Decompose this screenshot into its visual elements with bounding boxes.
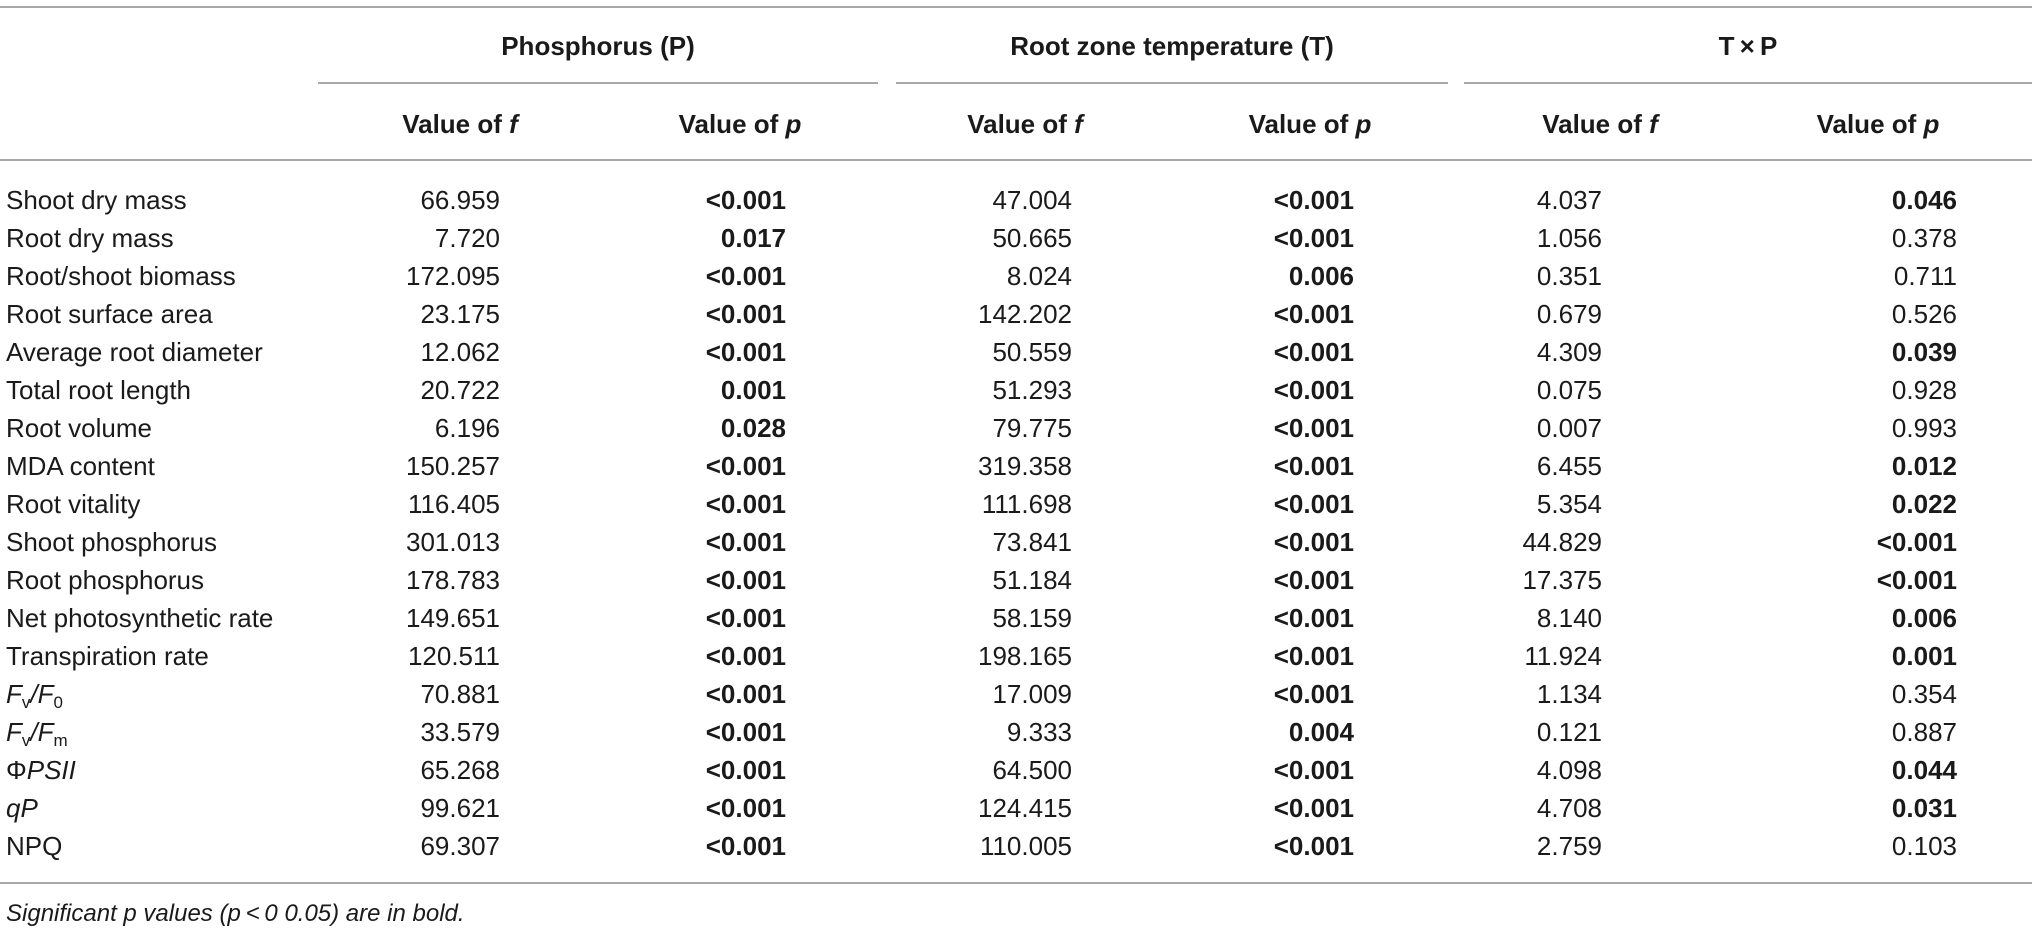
temperature-p-value: <0.001 bbox=[1273, 793, 1354, 823]
phosphorus-f-value: 178.783 bbox=[406, 565, 500, 595]
phosphorus-f-value: 150.257 bbox=[406, 451, 500, 481]
interaction-f-value: 4.098 bbox=[1536, 755, 1602, 785]
temperature-p-value: <0.001 bbox=[1273, 831, 1354, 861]
phosphorus-f-value: 6.196 bbox=[434, 413, 500, 443]
label-subscript: 0 bbox=[53, 693, 63, 712]
phosphorus-f-value: 301.013 bbox=[406, 527, 500, 557]
temperature-p-value: <0.001 bbox=[1273, 489, 1354, 519]
interaction-f-value: 0.351 bbox=[1536, 261, 1602, 291]
phosphorus-f-value: 70.881 bbox=[420, 679, 500, 709]
temperature-p-value: <0.001 bbox=[1273, 451, 1354, 481]
interaction-f-value: 4.037 bbox=[1536, 185, 1602, 215]
label-part: F bbox=[37, 679, 54, 709]
group-rule-temperature bbox=[896, 82, 1448, 84]
phosphorus-f-value: 120.511 bbox=[407, 641, 500, 671]
row-label: Root vitality bbox=[6, 489, 141, 519]
row-label: Transpiration rate bbox=[6, 641, 209, 671]
interaction-f-value: 17.375 bbox=[1522, 565, 1602, 595]
phosphorus-p-value: <0.001 bbox=[705, 451, 786, 481]
phosphorus-f-value: 20.722 bbox=[420, 375, 500, 405]
interaction-p-value: 0.711 bbox=[1893, 261, 1957, 291]
temperature-f-value: 17.009 bbox=[992, 679, 1072, 709]
interaction-f-value: 0.007 bbox=[1536, 413, 1602, 443]
interaction-f-value: 0.075 bbox=[1536, 375, 1602, 405]
group-rule-phosphorus bbox=[318, 82, 878, 84]
table-bottom-rule bbox=[0, 882, 2032, 884]
interaction-f-value: 8.140 bbox=[1536, 603, 1602, 633]
table-top-rule bbox=[0, 6, 2032, 8]
header-rule bbox=[0, 159, 2032, 161]
phosphorus-f-value: 12.062 bbox=[420, 337, 500, 367]
temperature-p-value: <0.001 bbox=[1273, 603, 1354, 633]
interaction-p-value: 0.006 bbox=[1891, 603, 1957, 633]
column-header: Value of f bbox=[402, 109, 518, 139]
phosphorus-f-value: 66.959 bbox=[420, 185, 500, 215]
interaction-p-value: 0.039 bbox=[1891, 337, 1957, 367]
table-row bbox=[0, 181, 2032, 219]
table-row bbox=[0, 409, 2032, 447]
interaction-p-value: 0.022 bbox=[1891, 489, 1957, 519]
table-row bbox=[0, 295, 2032, 333]
row-label: Net photosynthetic rate bbox=[6, 603, 274, 633]
row-label: Total root length bbox=[6, 375, 192, 405]
interaction-p-value: 0.887 bbox=[1891, 717, 1957, 747]
temperature-f-value: 142.202 bbox=[978, 299, 1072, 329]
temperature-f-value: 198.165 bbox=[978, 641, 1072, 671]
label-part: / bbox=[30, 679, 38, 709]
temperature-f-value: 73.841 bbox=[992, 527, 1072, 557]
phosphorus-f-value: 33.579 bbox=[420, 717, 500, 747]
temperature-p-value: <0.001 bbox=[1273, 755, 1354, 785]
label-subscript: v bbox=[21, 731, 31, 750]
column-header: Value of p bbox=[1248, 109, 1372, 139]
table-row bbox=[0, 675, 2032, 713]
row-label bbox=[6, 675, 63, 713]
interaction-p-value: 0.378 bbox=[1891, 223, 1957, 253]
temperature-f-value: 111.698 bbox=[981, 489, 1072, 519]
interaction-p-value: 0.044 bbox=[1891, 755, 1957, 785]
phosphorus-p-value: <0.001 bbox=[705, 793, 786, 823]
temperature-f-value: 50.559 bbox=[992, 337, 1072, 367]
interaction-p-value: 0.103 bbox=[1891, 831, 1957, 861]
temperature-p-value: <0.001 bbox=[1273, 223, 1354, 253]
interaction-p-value: 0.354 bbox=[1891, 679, 1957, 709]
temperature-p-value: <0.001 bbox=[1273, 565, 1354, 595]
temperature-f-value: 58.159 bbox=[992, 603, 1072, 633]
phosphorus-f-value: 99.621 bbox=[420, 793, 500, 823]
interaction-p-value: 0.993 bbox=[1891, 413, 1957, 443]
table-row bbox=[0, 485, 2032, 523]
interaction-p-value: 0.526 bbox=[1891, 299, 1957, 329]
temperature-f-value: 110.005 bbox=[979, 831, 1072, 861]
temperature-p-value: <0.001 bbox=[1273, 413, 1354, 443]
table-row bbox=[0, 371, 2032, 409]
phosphorus-p-value: <0.001 bbox=[705, 337, 786, 367]
phosphorus-p-value: <0.001 bbox=[705, 489, 786, 519]
temperature-p-value: <0.001 bbox=[1273, 527, 1354, 557]
phosphorus-p-value: <0.001 bbox=[705, 565, 786, 595]
table-row bbox=[0, 219, 2032, 257]
label-part: qP bbox=[6, 793, 38, 823]
temperature-p-value: <0.001 bbox=[1273, 375, 1354, 405]
column-header: Value of f bbox=[1542, 109, 1658, 139]
phosphorus-f-value: 116.405 bbox=[407, 489, 500, 519]
temperature-p-value: <0.001 bbox=[1273, 185, 1354, 215]
phosphorus-f-value: 65.268 bbox=[420, 755, 500, 785]
temperature-f-value: 51.293 bbox=[992, 375, 1072, 405]
table-row bbox=[0, 523, 2032, 561]
label-subscript: v bbox=[21, 693, 31, 712]
table-body bbox=[0, 181, 2032, 865]
table-row bbox=[0, 789, 2032, 827]
table-row bbox=[0, 599, 2032, 637]
interaction-p-value: 0.928 bbox=[1891, 375, 1957, 405]
row-label: Shoot phosphorus bbox=[6, 527, 218, 557]
column-header: Value of p bbox=[678, 109, 802, 139]
phosphorus-p-value: <0.001 bbox=[705, 261, 786, 291]
column-header: Value of f bbox=[967, 109, 1083, 139]
row-label: Average root diameter bbox=[6, 337, 263, 367]
group-rule-interaction bbox=[1464, 82, 2032, 84]
label-part: F bbox=[6, 679, 22, 709]
table-footnote: Significant p values (p < 0 0.05) are in bold. bbox=[6, 900, 465, 927]
group-header-root-zone-temperature: Root zone temperature (T) bbox=[1010, 31, 1334, 61]
label-subscript: m bbox=[53, 731, 68, 750]
temperature-f-value: 8.024 bbox=[1006, 261, 1072, 291]
row-label: MDA content bbox=[6, 451, 155, 481]
group-header-interaction: T × P bbox=[1718, 31, 1778, 61]
table-row bbox=[0, 713, 2032, 751]
table-row bbox=[0, 561, 2032, 599]
phosphorus-p-value: <0.001 bbox=[705, 527, 786, 557]
interaction-f-value: 0.679 bbox=[1536, 299, 1602, 329]
interaction-f-value: 0.121 bbox=[1536, 717, 1602, 747]
column-header: Value of p bbox=[1816, 109, 1940, 139]
interaction-f-value: 6.455 bbox=[1536, 451, 1602, 481]
label-part: / bbox=[30, 717, 38, 747]
temperature-p-value: <0.001 bbox=[1273, 641, 1354, 671]
interaction-p-value: 0.012 bbox=[1891, 451, 1957, 481]
phosphorus-p-value: 0.017 bbox=[720, 223, 786, 253]
phosphorus-p-value: <0.001 bbox=[705, 755, 786, 785]
temperature-f-value: 79.775 bbox=[992, 413, 1072, 443]
row-label: NPQ bbox=[6, 831, 63, 861]
label-part: Φ bbox=[6, 755, 27, 785]
interaction-p-value: <0.001 bbox=[1876, 527, 1957, 557]
phosphorus-f-value: 69.307 bbox=[420, 831, 500, 861]
row-label bbox=[6, 789, 38, 827]
temperature-p-value: 0.004 bbox=[1288, 717, 1354, 747]
row-label: Root surface area bbox=[6, 299, 213, 329]
interaction-p-value: <0.001 bbox=[1876, 565, 1957, 595]
row-label: Shoot dry mass bbox=[6, 185, 187, 215]
temperature-f-value: 9.333 bbox=[1006, 717, 1072, 747]
temperature-f-value: 319.358 bbox=[978, 451, 1072, 481]
phosphorus-f-value: 23.175 bbox=[420, 299, 500, 329]
phosphorus-p-value: <0.001 bbox=[705, 185, 786, 215]
group-header-phosphorus: Phosphorus (P) bbox=[501, 31, 695, 61]
temperature-f-value: 51.184 bbox=[992, 565, 1072, 595]
temperature-f-value: 47.004 bbox=[992, 185, 1072, 215]
interaction-p-value: 0.001 bbox=[1891, 641, 1957, 671]
phosphorus-p-value: 0.001 bbox=[720, 375, 786, 405]
interaction-f-value: 2.759 bbox=[1536, 831, 1602, 861]
row-label: Root/shoot biomass bbox=[6, 261, 236, 291]
interaction-p-value: 0.046 bbox=[1891, 185, 1957, 215]
table-row bbox=[0, 257, 2032, 295]
phosphorus-p-value: <0.001 bbox=[705, 603, 786, 633]
phosphorus-p-value: <0.001 bbox=[705, 679, 786, 709]
table-row bbox=[0, 751, 2032, 789]
label-part: PSII bbox=[26, 755, 76, 785]
table-row bbox=[0, 637, 2032, 675]
row-label: Root volume bbox=[6, 413, 152, 443]
temperature-f-value: 124.415 bbox=[978, 793, 1072, 823]
phosphorus-p-value: <0.001 bbox=[705, 641, 786, 671]
row-label: Root phosphorus bbox=[6, 565, 205, 595]
phosphorus-p-value: <0.001 bbox=[705, 831, 786, 861]
interaction-f-value: 4.708 bbox=[1536, 793, 1602, 823]
interaction-f-value: 1.134 bbox=[1536, 679, 1602, 709]
phosphorus-f-value: 7.720 bbox=[434, 223, 500, 253]
interaction-f-value: 1.056 bbox=[1536, 223, 1602, 253]
temperature-f-value: 50.665 bbox=[992, 223, 1072, 253]
label-part: F bbox=[37, 717, 54, 747]
row-label bbox=[6, 713, 68, 751]
phosphorus-p-value: 0.028 bbox=[720, 413, 786, 443]
temperature-p-value: <0.001 bbox=[1273, 299, 1354, 329]
interaction-f-value: 4.309 bbox=[1536, 337, 1602, 367]
interaction-f-value: 11.924 bbox=[1524, 641, 1602, 671]
label-part: F bbox=[6, 717, 22, 747]
phosphorus-p-value: <0.001 bbox=[705, 717, 786, 747]
row-label: Root dry mass bbox=[6, 223, 174, 253]
phosphorus-f-value: 149.651 bbox=[406, 603, 500, 633]
interaction-f-value: 5.354 bbox=[1536, 489, 1602, 519]
phosphorus-f-value: 172.095 bbox=[406, 261, 500, 291]
interaction-p-value: 0.031 bbox=[1891, 793, 1957, 823]
table-row bbox=[0, 447, 2032, 485]
temperature-p-value: <0.001 bbox=[1273, 679, 1354, 709]
phosphorus-p-value: <0.001 bbox=[705, 299, 786, 329]
row-label bbox=[6, 751, 76, 789]
temperature-p-value: <0.001 bbox=[1273, 337, 1354, 367]
temperature-p-value: 0.006 bbox=[1288, 261, 1354, 291]
table-row bbox=[0, 827, 2032, 865]
temperature-f-value: 64.500 bbox=[992, 755, 1072, 785]
interaction-f-value: 44.829 bbox=[1522, 527, 1602, 557]
table-row bbox=[0, 333, 2032, 371]
